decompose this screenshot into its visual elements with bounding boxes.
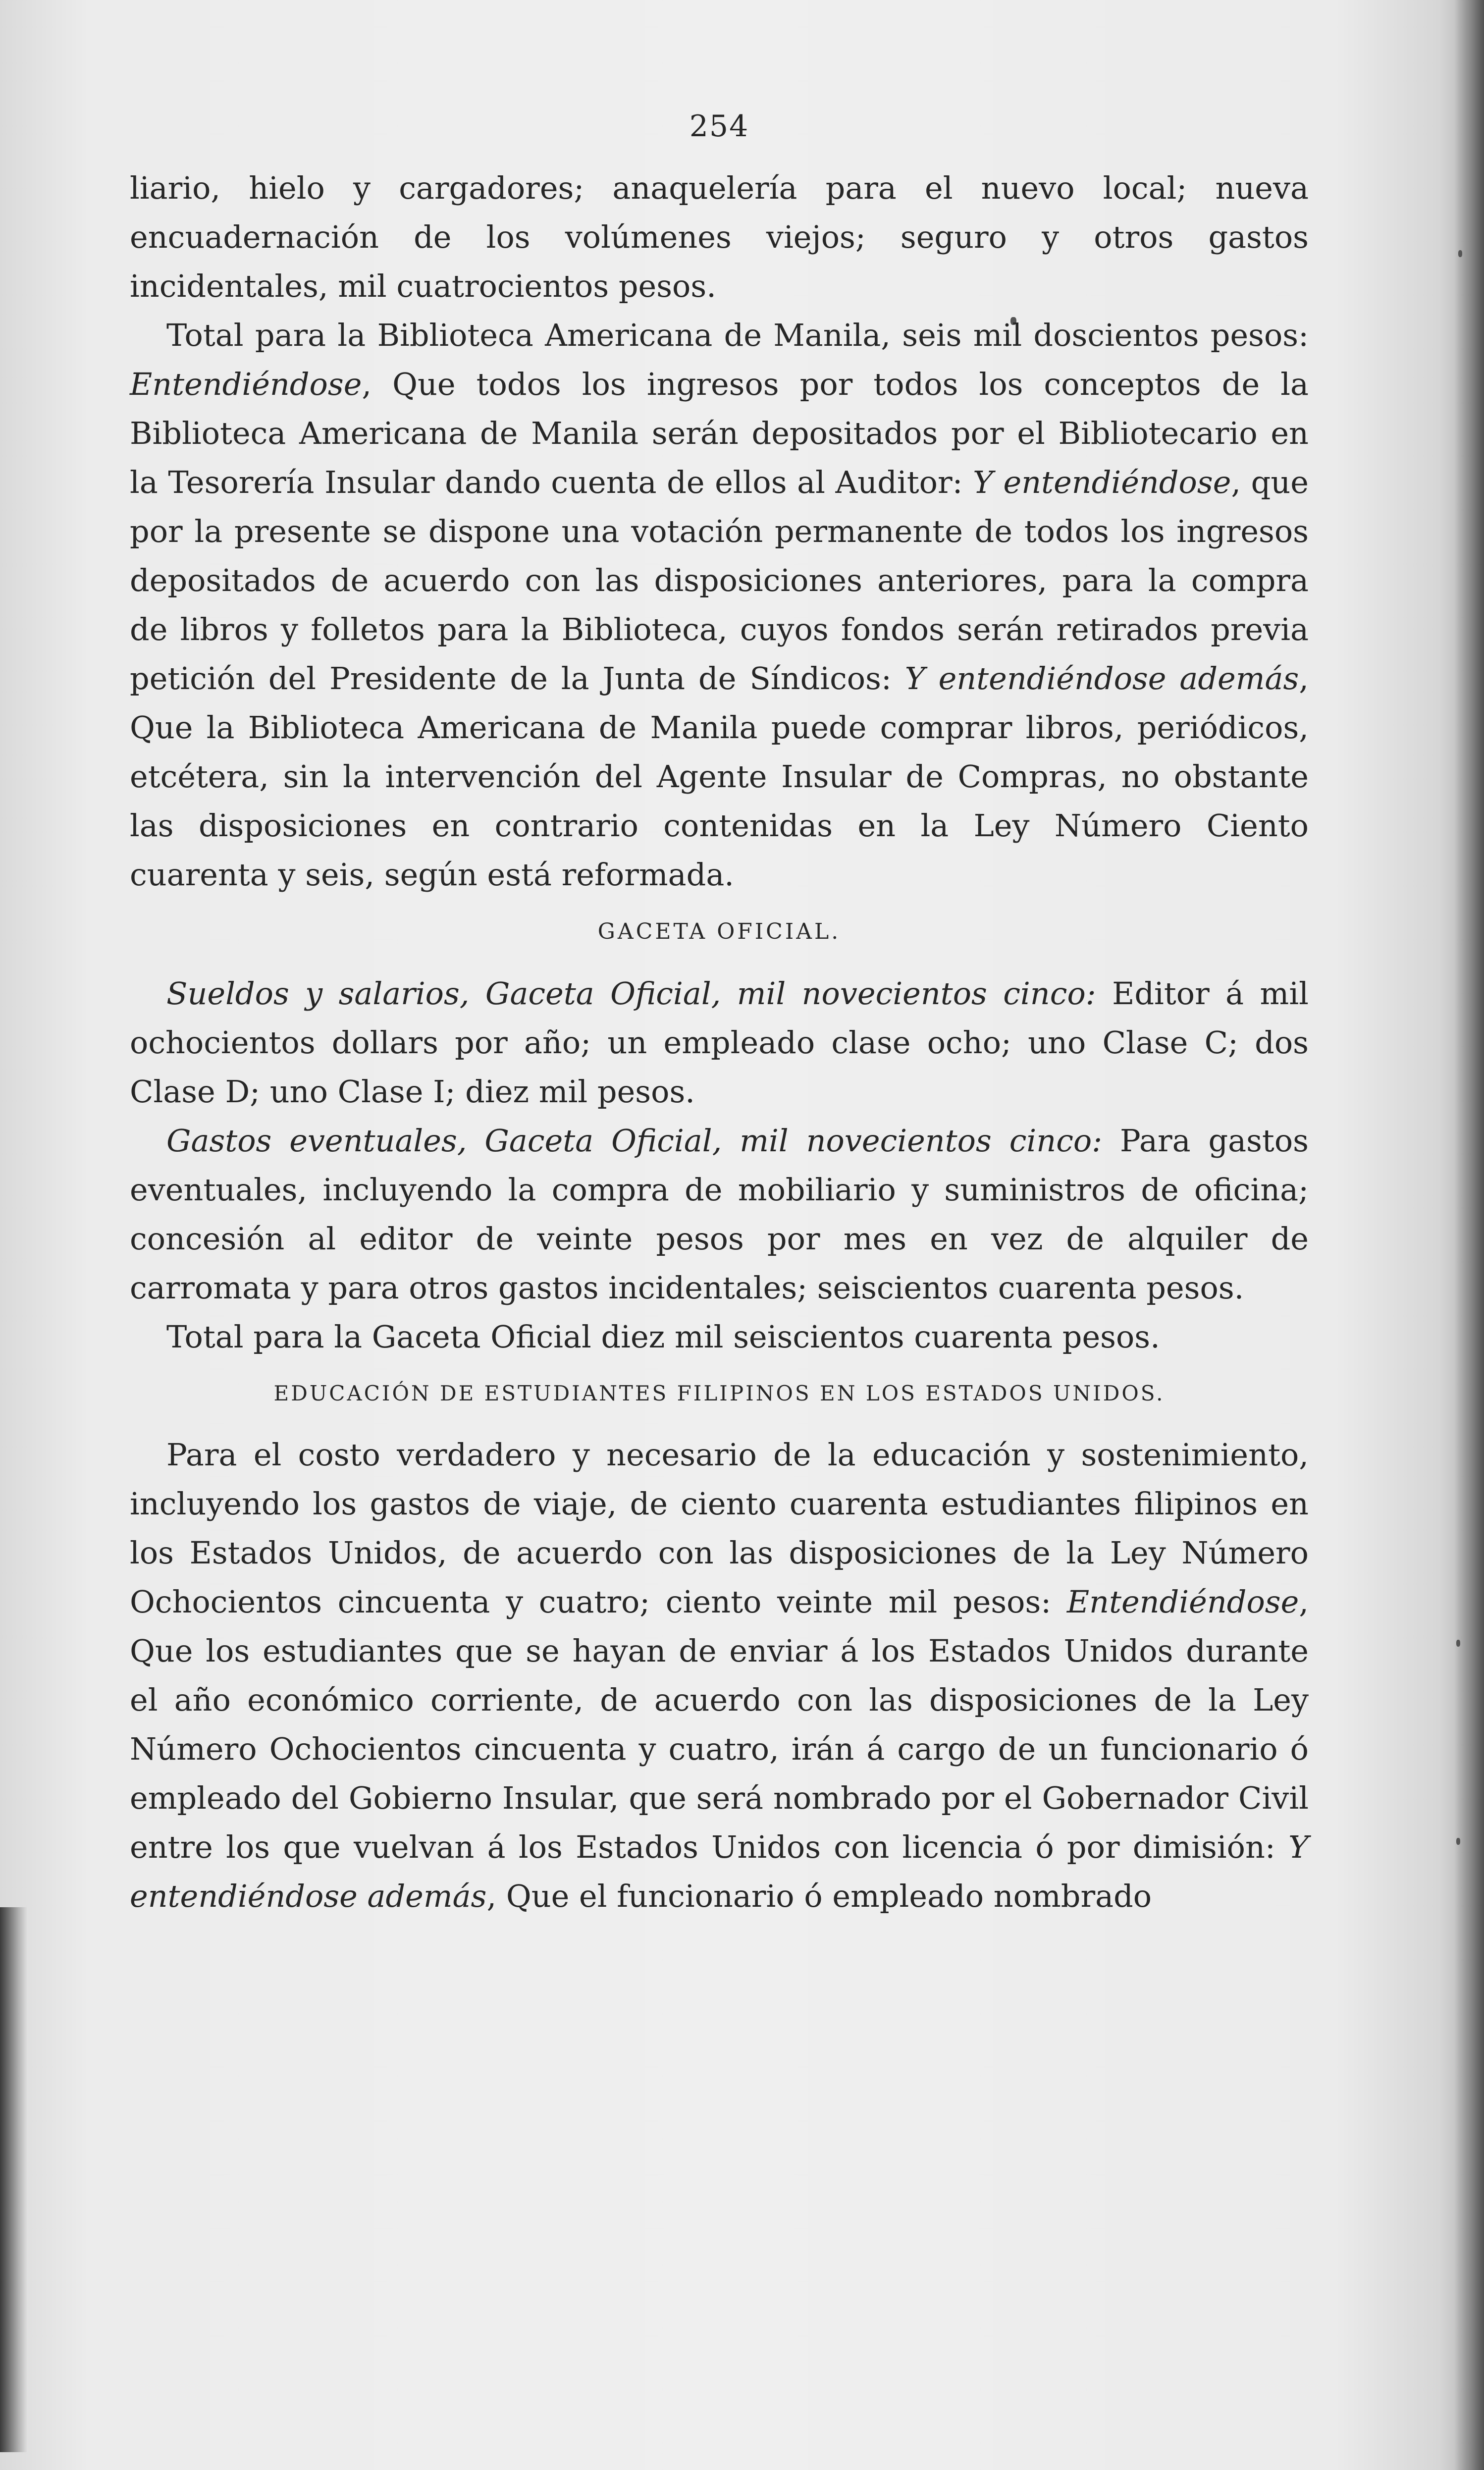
text-run: Para gastos eventuales, incluyendo la compra de mobiliario y suministros de oficina; concesión al editor de veinte pesos por mes en vez de alquiler de carromata y para otros gastos incidentales; seiscientos cuarenta pesos. [130,1123,1309,1306]
text-run: , Que el funcionario ó empleado nombrado [486,1878,1152,1914]
ink-speck [1456,1640,1460,1647]
section-heading-gaceta: GACETA OFICIAL. [597,919,841,944]
section-biblioteca [130,163,1309,899]
text-run: , Que todos los ingresos por todos los conceptos de la Biblioteca Americana de Manila serán depositados por el Bibliotecario en la Tesorería Insular dando cuenta de ellos al Auditor: [130,366,1309,500]
italic-run: Y entendiéndose además [904,660,1299,697]
page-edge-shadow-left [0,1907,27,2452]
paragraph [130,1430,1309,1921]
paragraph [130,311,1309,899]
paragraph [130,1116,1309,1312]
paragraph [130,163,1309,311]
text-run: Total para la Biblioteca Americana de Manila, seis mil doscientos pesos: [166,317,1309,353]
text-run: Para el costo verdadero y necesario de la educación y sostenimiento, incluyendo los gastos de viaje, de ciento cuarenta estudiantes filipinos en los Estados Unidos, de acuerdo con las disposiciones de la Ley Número Ochocientos cincuenta y cuatro; ciento veinte mil pesos: [130,1437,1309,1620]
italic-run: Y entendiéndose además [130,1829,1309,1914]
text-run: , que por la presente se dispone una votación permanente de todos los ingresos depositados de acuerdo con las disposiciones anteriores, para la compra de libros y folletos para la Biblioteca, cuyos fondos serán retirados previa petición del Presidente de la Junta de Síndicos: [130,464,1309,697]
section-heading-educacion: EDUCACIÓN DE ESTUDIANTES FILIPINOS EN LOS ESTADOS UNIDOS. [273,1381,1165,1405]
text-run: Total para la Gaceta Oficial diez mil seiscientos cuarenta pesos. [166,1319,1160,1355]
text-run: liario, hielo y cargadores; anaquelería para el nuevo local; nueva encuadernación de los volúmenes viejos; seguro y otros gastos incidentales, mil cuatrocientos pesos. [130,170,1309,304]
italic-run: Entendiéndose [1066,1584,1299,1620]
ink-speck [1458,250,1462,257]
section-gaceta [130,969,1309,1361]
section-educacion [130,1430,1309,1921]
paragraph [130,1312,1309,1361]
page-number: 254 [689,109,749,144]
italic-run: Sueldos y salarios, Gaceta Oficial, mil novecientos cinco: [166,975,1096,1012]
ink-speck [1456,1838,1460,1845]
text-run: Editor á mil ochocientos dollars por año; un empleado clase ocho; uno Clase C; dos Clase D; uno Clase I; diez mil pesos. [130,975,1309,1110]
text-block [130,109,1309,1921]
paragraph [130,969,1309,1116]
italic-run: Y entendiéndose [973,464,1231,500]
text-run: , Que los estudiantes que se hayan de enviar á los Estados Unidos durante el año económico corriente, de acuerdo con las disposiciones de la Ley Número Ochocientos cincuenta y cuatro, irán á cargo de un funcionario ó empleado del Gobierno Insular, que será nombrado por el Gobernador Civil entre los que vuelvan á los Estados Unidos con licencia ó por dimisión: [130,1584,1309,1865]
italic-run: Gastos eventuales, Gaceta Oficial, mil novecientos cinco: [166,1123,1103,1159]
italic-run: Entendiéndose [130,366,362,402]
text-run: , Que la Biblioteca Americana de Manila puede comprar libros, periódicos, etcétera, sin la intervención del Agente Insular de Compras, no obstante las disposiciones en contrario contenidas en la Ley Número Ciento cuarenta y seis, según está reformada. [130,660,1309,893]
page-edge-shadow [1454,0,1484,2470]
